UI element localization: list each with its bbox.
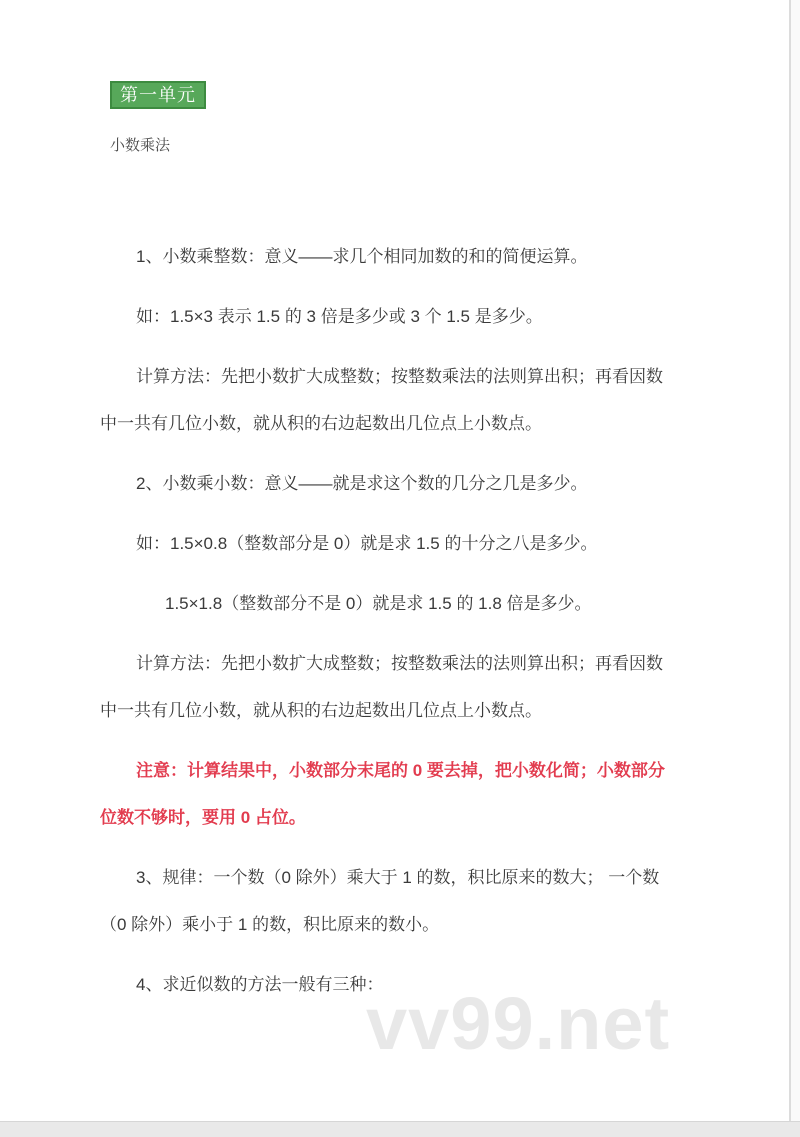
point-2-example-1: 如：1.5×0.8（整数部分是 0）就是求 1.5 的十分之八是多少。 bbox=[136, 534, 598, 553]
watermark-text: vv99.net bbox=[366, 982, 671, 1065]
point-2-method-line-2: 中一共有几位小数，就从积的右边起数出几位点上小数点。 bbox=[100, 701, 542, 720]
point-1-method-line-1: 计算方法：先把小数扩大成整数；按整数乘法的法则算出积；再看因数 bbox=[136, 367, 663, 386]
point-1-definition: 1、小数乘整数：意义——求几个相同加数的和的简便运算。 bbox=[136, 247, 588, 266]
point-3-rule-line-1: 3、规律：一个数（0 除外）乘大于 1 的数，积比原来的数大； 一个数 bbox=[136, 868, 660, 887]
unit-badge: 第一单元 bbox=[110, 81, 206, 109]
note-warning-line-1: 注意：计算结果中，小数部分末尾的 0 要去掉，把小数化简；小数部分 bbox=[136, 761, 665, 780]
point-1-example: 如：1.5×3 表示 1.5 的 3 倍是多少或 3 个 1.5 是多少。 bbox=[136, 307, 543, 326]
section-subtitle: 小数乘法 bbox=[110, 137, 171, 154]
point-2-example-2: 1.5×1.8（整数部分不是 0）就是求 1.5 的 1.8 倍是多少。 bbox=[165, 594, 592, 613]
document-body bbox=[100, 233, 700, 1008]
point-1-method-line-2: 中一共有几位小数，就从积的右边起数出几位点上小数点。 bbox=[100, 414, 542, 433]
page-bottom-edge bbox=[0, 1121, 800, 1137]
point-3-rule-line-2: （0 除外）乘小于 1 的数，积比原来的数小。 bbox=[100, 915, 440, 934]
point-2-definition: 2、小数乘小数：意义——就是求这个数的几分之几是多少。 bbox=[136, 474, 588, 493]
page-right-edge bbox=[789, 0, 800, 1137]
point-2-method-line-1: 计算方法：先把小数扩大成整数；按整数乘法的法则算出积；再看因数 bbox=[136, 654, 663, 673]
note-warning-line-2: 位数不够时，要用 0 占位。 bbox=[100, 808, 306, 827]
point-4-heading: 4、求近似数的方法一般有三种： bbox=[136, 975, 384, 994]
